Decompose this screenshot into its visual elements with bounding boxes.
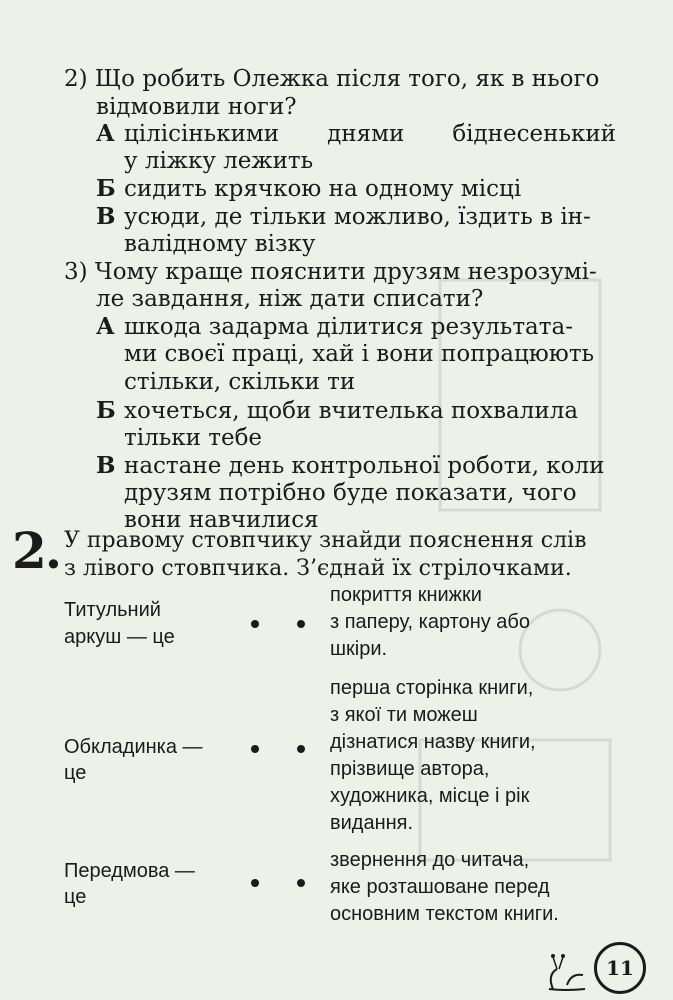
option-text-line: хочеться, щоби вчителька похвалила [124,398,579,424]
term-connector-dot[interactable] [251,620,259,628]
option-text-line: усюди, де тільки можливо, їздить в ін- [124,204,591,230]
definition-text-line: видання. [330,812,414,834]
question-2-text-line-2: відмовили ноги? [96,94,297,120]
task-instruction-line-2: з лівого стовпчика. З’єднай їх стрілочками. [64,556,572,581]
question-3-text-line-1: 3) Чому краще пояснити друзям незрозумі- [64,259,597,285]
definition-text-line: художника, місце і рік [330,785,530,807]
definition-text-line: звернення до читача, [330,849,530,871]
option-text-line: валідному візку [124,231,316,257]
option-letter: Б [96,397,116,424]
option-letter: А [96,120,115,147]
task-instruction-line-1: У правому стовпчику знайди пояснення слів [64,528,587,553]
option-letter: В [96,203,116,230]
option-text-line: ми своєї праці, хай і вони попрацюють [124,341,595,367]
definition-text-line: покриття книжки [330,584,482,606]
definition-text-line: основним текстом книги. [330,903,559,925]
question-3-text-line-2: ле завдання, ніж дати списати? [96,286,484,312]
option-letter: Б [96,175,116,202]
term-connector-dot[interactable] [251,745,259,753]
option-text-line: вони навчилися [124,507,319,533]
definition-text-line: яке розташоване перед [330,876,550,898]
definition-connector-dot[interactable] [297,879,305,887]
task-number: 2. [12,521,61,580]
option-text-line: тільки тебе [124,425,263,451]
term-text-line: це [64,886,87,908]
definition-text-line: шкіри. [330,638,388,660]
term-text-line: Обкладинка — [64,736,203,758]
definition-connector-dot[interactable] [297,620,305,628]
definition-connector-dot[interactable] [297,745,305,753]
option-word: цілісінькими [124,121,280,147]
term-connector-dot[interactable] [251,879,259,887]
option-text-line [124,120,616,148]
page-number: 11 [594,942,646,994]
term-text-line: Титульний [64,599,161,621]
term-text-line: Передмова — [64,860,195,882]
option-text-line: у ліжку лежить [124,148,314,174]
option-word: біднесенький [452,121,616,147]
option-text-line: настане день контрольної роботи, коли [124,453,605,479]
option-word: днями [327,121,405,147]
definition-text-line: з якої ти можеш [330,704,478,726]
term-text-line: це [64,762,87,784]
option-letter: А [96,313,115,340]
definition-text-line: прізвище автора, [330,758,490,780]
definition-text-line: дізнатися назву книги, [330,731,536,753]
option-text-line: стільки, скільки ти [124,369,356,395]
option-text-line: шкода задарма ділитися результата- [124,314,573,340]
definition-text-line: перша сторінка книги, [330,677,534,699]
option-letter: В [96,452,116,479]
definition-text-line: з паперу, картону або [330,611,530,633]
question-2-text-line-1: 2) Що робить Олежка після того, як в нього [64,66,600,92]
option-text-line: друзям потрібно буде показати, чого [124,480,577,506]
term-text-line: аркуш — це [64,626,175,648]
option-text-line: сидить крячкою на одному місці [124,176,522,202]
